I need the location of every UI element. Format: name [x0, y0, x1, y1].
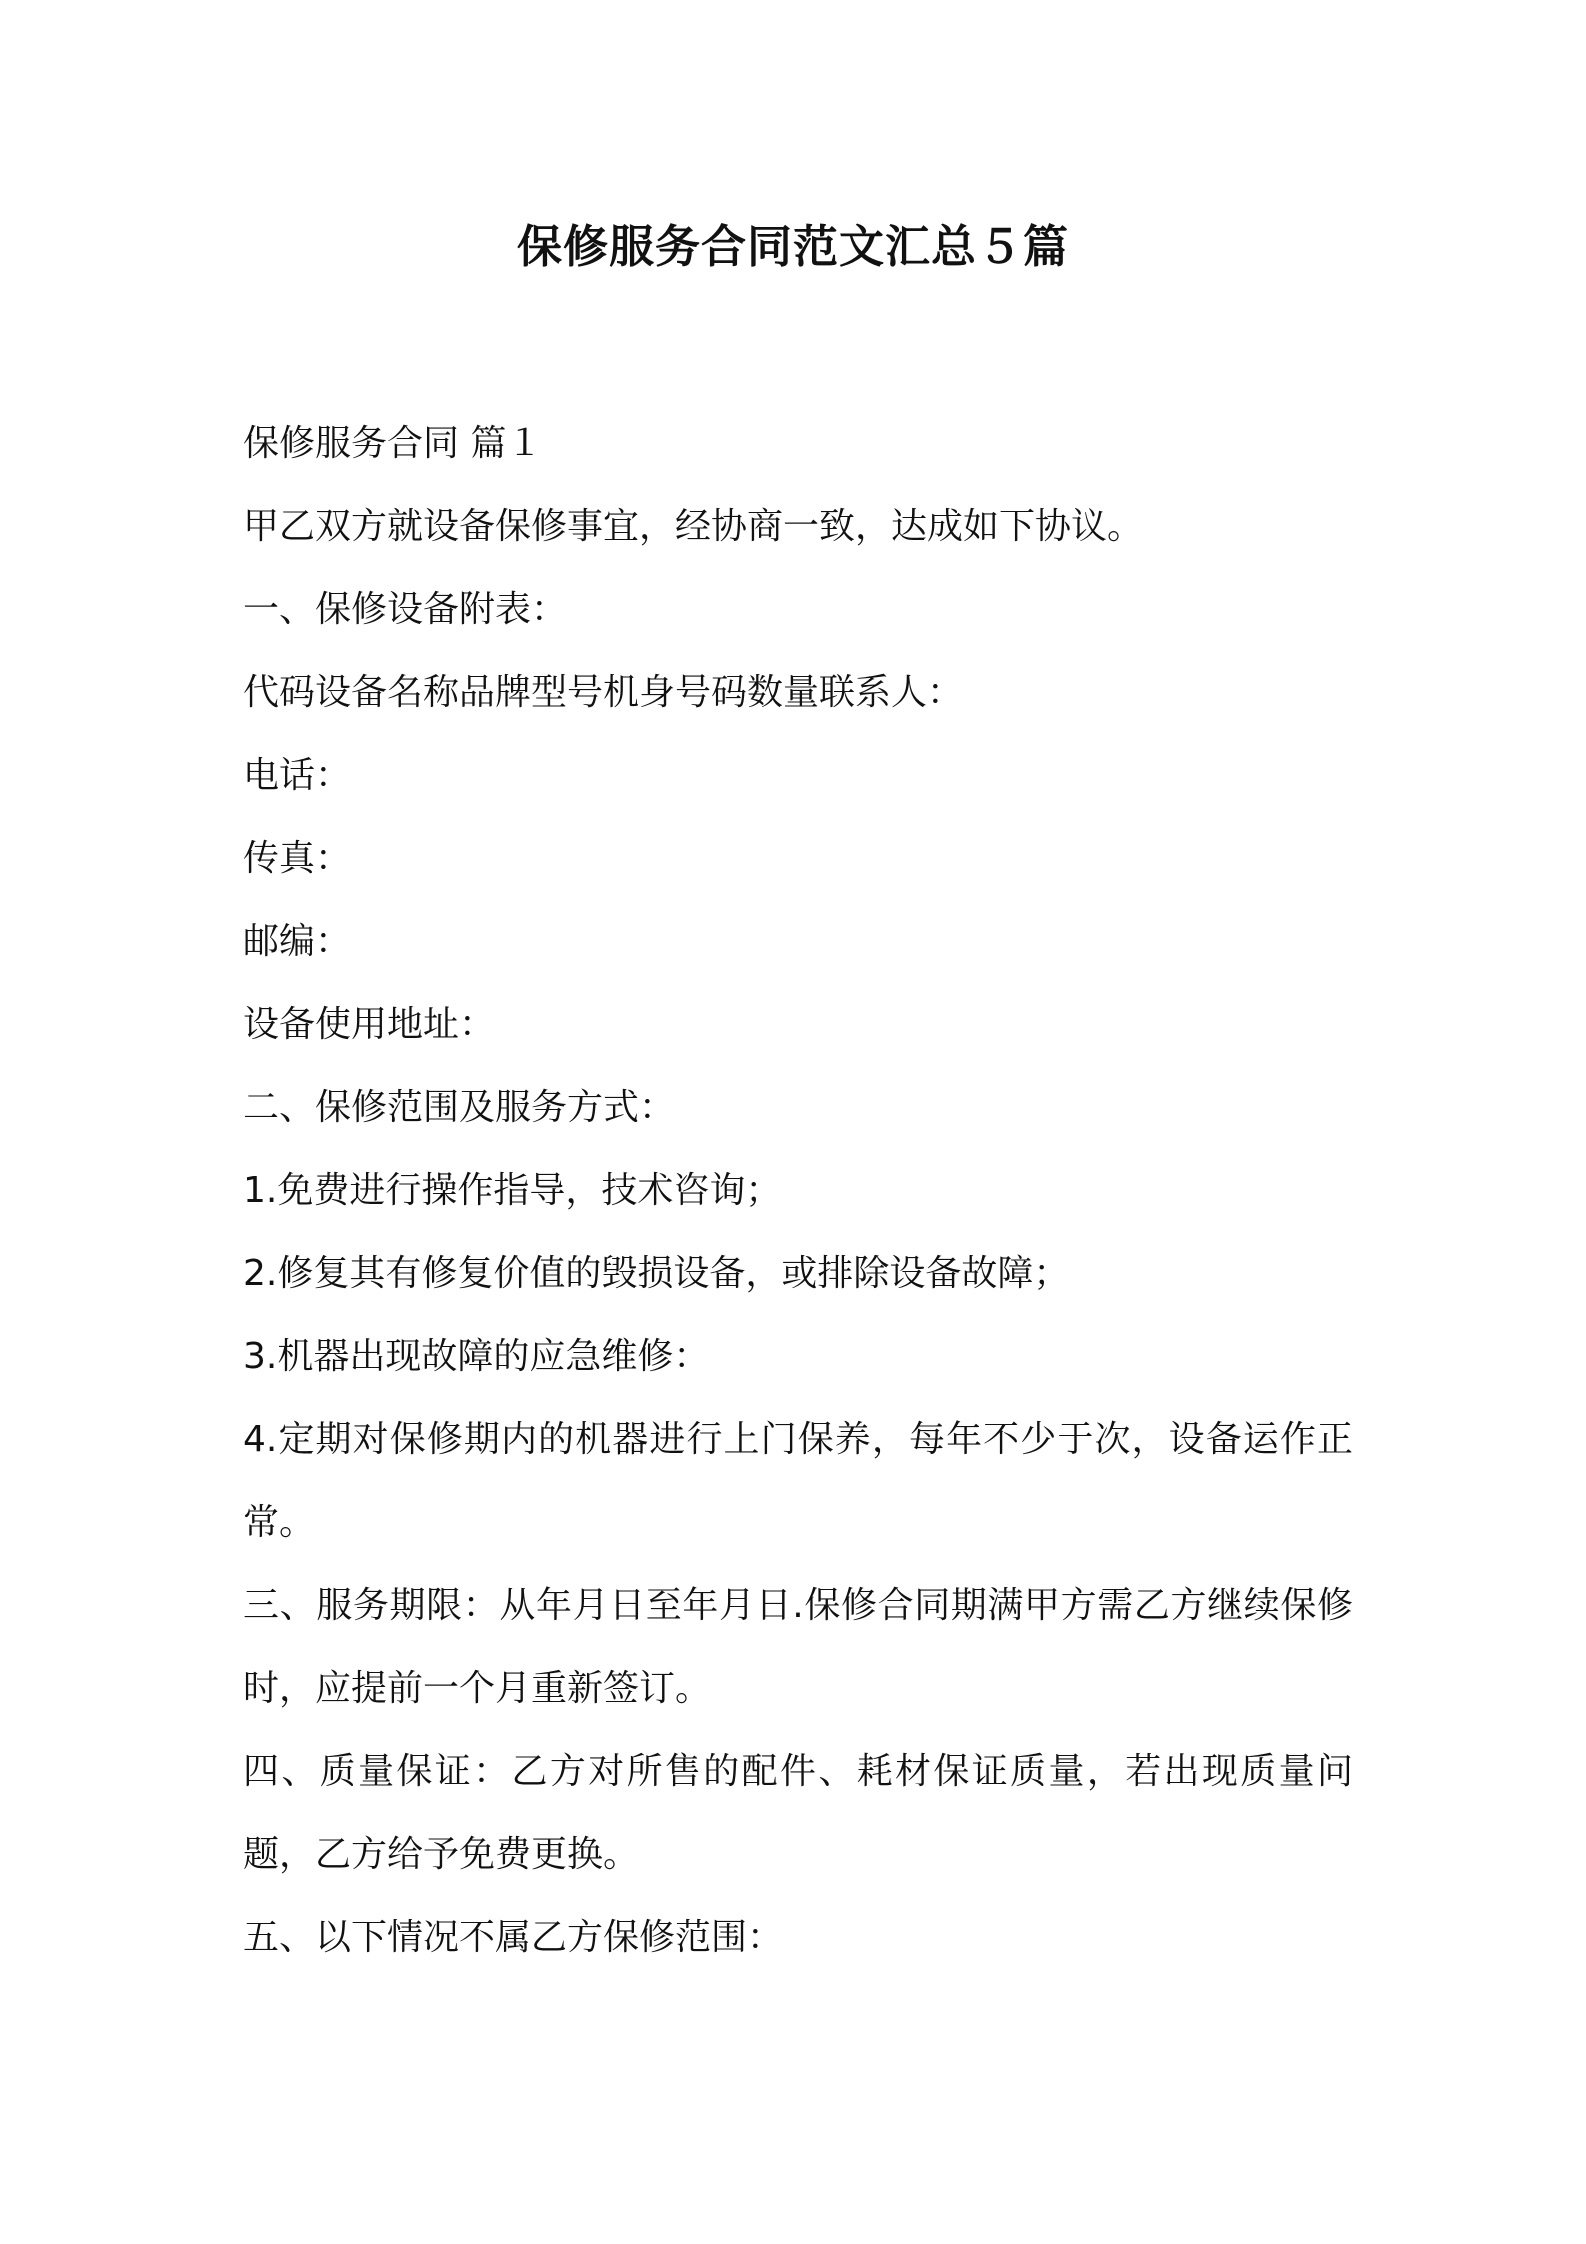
- paragraph: 设备使用地址：: [243, 1004, 496, 1045]
- paragraph: 五、以下情况不属乙方保修范围：: [243, 1917, 784, 1958]
- paragraph: 四、质量保证：乙方对所售的配件、耗材保证质量，若出现质量问题，乙方给予免费更换。: [243, 1751, 1353, 1875]
- paragraph: 4.定期对保修期内的机器进行上门保养，每年不少于次，设备运作正常。: [243, 1419, 1353, 1543]
- paragraph: 电话：: [243, 755, 352, 796]
- section-heading: 保修服务合同 篇１: [243, 423, 543, 464]
- paragraph: 一、保修设备附表：: [243, 589, 568, 630]
- document-body: [243, 402, 1353, 1979]
- document-title: 保修服务合同范文汇总５篇: [516, 220, 1069, 273]
- paragraph: 1.免费进行操作指导，技术咨询；: [243, 1170, 782, 1211]
- paragraph: 甲乙双方就设备保修事宜，经协商一致，达成如下协议。: [243, 506, 1144, 547]
- paragraph: 代码设备名称品牌型号机身号码数量联系人：: [243, 672, 964, 713]
- paragraph: 三、服务期限：从年月日至年月日.保修合同期满甲方需乙方继续保修时，应提前一个月重新签订。: [243, 1585, 1353, 1709]
- paragraph: 2.修复其有修复价值的毁损设备，或排除设备故障；: [243, 1253, 1070, 1294]
- paragraph: 3.机器出现故障的应急维修：: [243, 1336, 710, 1377]
- paragraph: 邮编：: [243, 921, 352, 962]
- paragraph: 传真：: [243, 838, 352, 879]
- paragraph: 二、保修范围及服务方式：: [243, 1087, 676, 1128]
